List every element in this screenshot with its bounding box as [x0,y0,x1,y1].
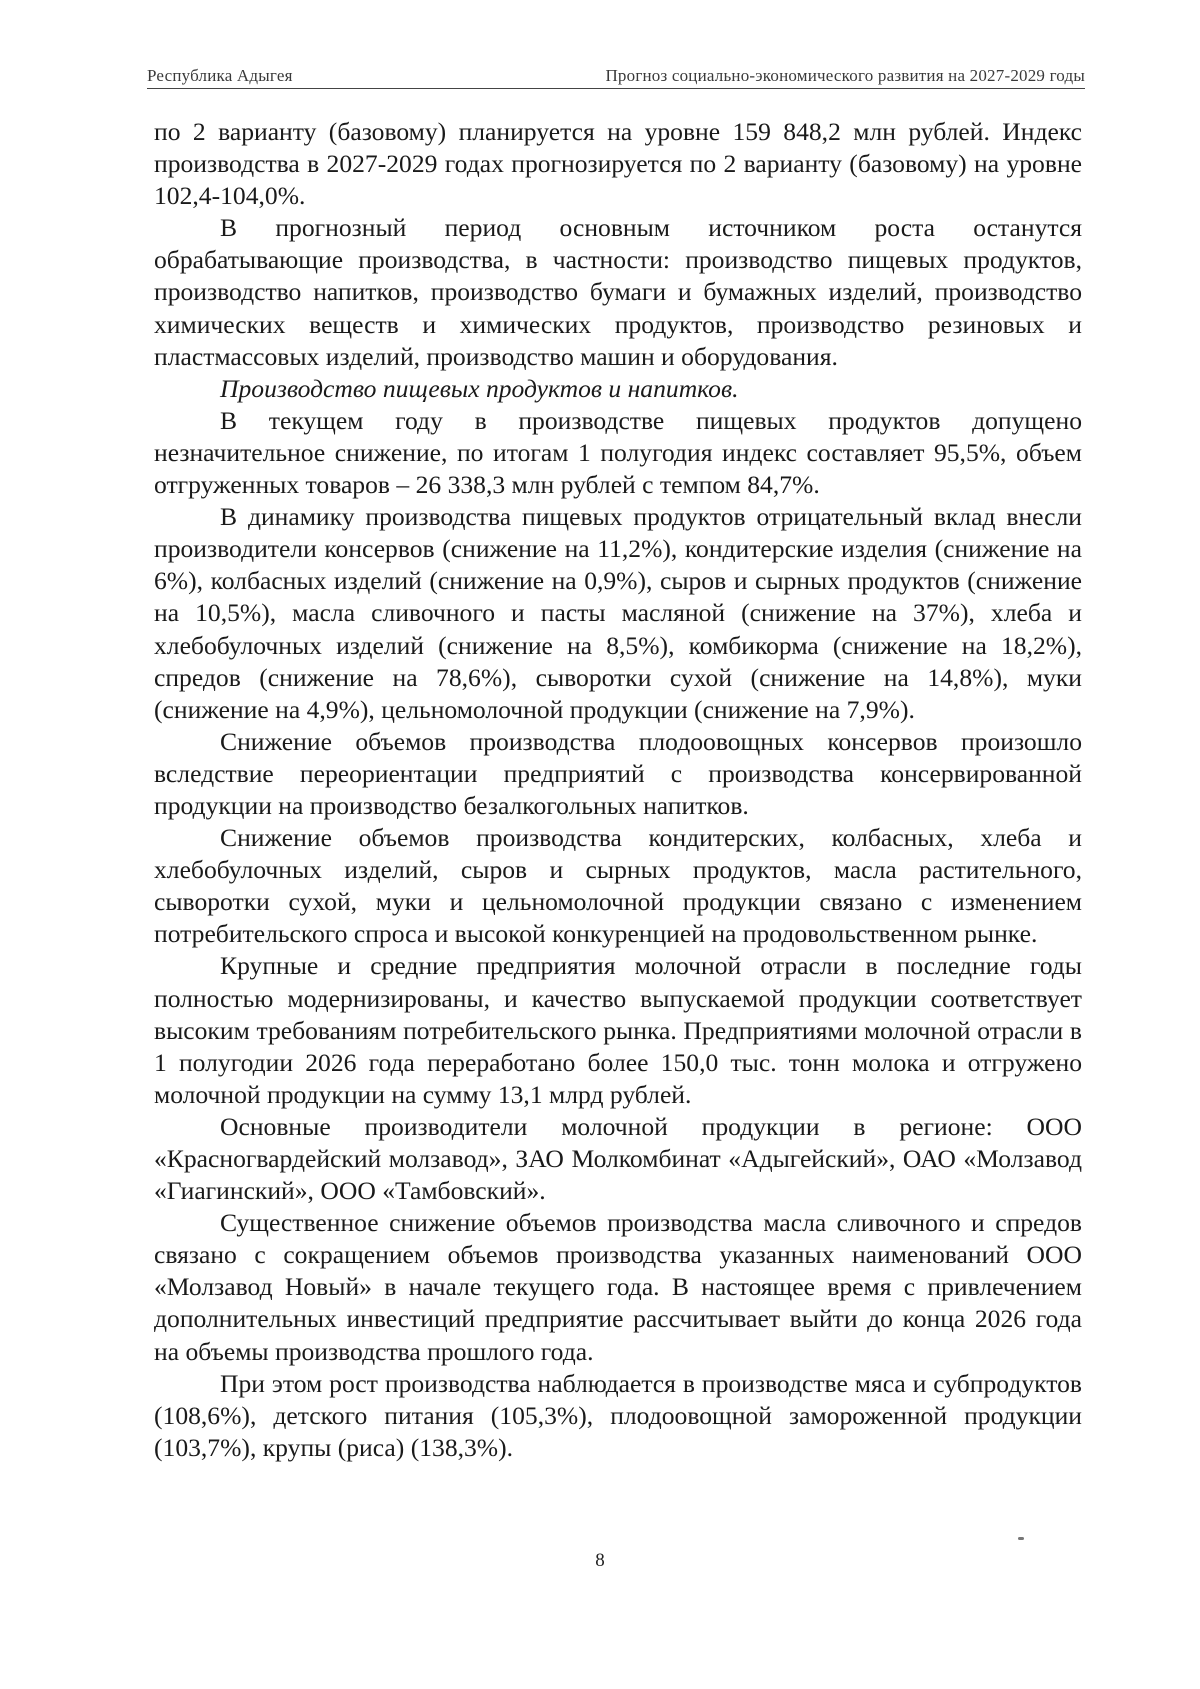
paragraph-canned-vegetables: Снижение объемов производства плодоовощных консервов произошло вследствие переориентации предприятий с производства консервированной продукции на производство безалкогольных напитков. [154,726,1082,820]
paragraph-dairy-producers: Основные производители молочной продукции в регионе: ООО «Красногвардейский молзавод», ЗАО Молкомбинат «Адыгейский», ОАО «Молзавод «Гиагинский», ООО «Тамбовский». [154,1111,1082,1206]
paragraph-butter-decline: Существенное снижение объемов производства масла сливочного и спредов связано с сокращением объемов производства указанных наименований ООО «Молзавод Новый» в начале текущего года. В настоящее время с привлечением дополнительных инвестиций предприятие рассчитывает выйти до конца 2026 года на объемы производства прошлого года. [154,1208,1082,1366]
page-number: 8 [595,1550,605,1571]
header-region: Республика Адыгея [147,66,293,85]
scan-speck [1018,1537,1024,1540]
body-text [154,116,1082,1464]
paragraph-production-forecast: по 2 варианту (базовому) планируется на уровне 159 848,2 млн рублей. Индекс производства в 2027-2029 годах прогнозируется по 2 варианту (базовому) на уровне 102,4-104,0%. [154,117,1082,211]
paragraph-current-year: В текущем году в производстве пищевых продуктов допущено незначительное снижение, по итогам 1 полугодия индекс составляет 95,5%, объем отгруженных товаров – 26 338,3 млн рублей с темпом 84,7%. [154,405,1082,500]
paragraph-negative-contribution: В динамику производства пищевых продуктов отрицательный вклад внесли производители консервов (снижение на 11,2%), кондитерские изделия (снижение на 6%), колбасных изделий (снижение на 0,9%), сыров и сырных продуктов (снижение на 10,5%), масла сливочного и пасты масляной (снижение на 37%), хлеба и хлебобулочных изделий (снижение на 8,5%), комбикорма (снижение на 18,2%), спредов (снижение на 78,6%), сыворотки сухой (снижение на 14,8%), муки (снижение на 4,9%), цельномолочной продукции (снижение на 7,9%). [154,502,1082,724]
header-document-title: Прогноз социально-экономического развития на 2027-2029 годы [605,66,1085,85]
running-header [147,62,1085,89]
paragraph-growth-areas: При этом рост производства наблюдается в производстве мяса и субпродуктов (108,6%), детского питания (105,3%), плодоовощной замороженной продукции (103,7%), крупы (риса) (138,3%). [154,1368,1082,1462]
paragraph-dairy-enterprises: Крупные и средние предприятия молочной отрасли в последние годы полностью модернизированы, и качество выпускаемой продукции соответствует высоким требованиям потребительского рынка. Предприятиями молочной отрасли в 1 полугодии 2026 года переработано более 150,0 тыс. тонн молока и отгружено молочной продукции на сумму 13,1 млрд рублей. [154,951,1082,1109]
section-heading-food-beverages: Производство пищевых продуктов и напитков. [220,373,739,403]
paragraph-demand-change: Снижение объемов производства кондитерских, колбасных, хлеба и хлебобулочных изделий, сыров и сырных продуктов, масла растительного, сыворотки сухой, муки и цельномолочной продукции связано с изменением потребительского спроса и высокой конкуренцией на продовольственном рынке. [154,823,1082,949]
paragraph-growth-sources: В прогнозный период основным источником роста останутся обрабатывающие производства, в частности: производство пищевых продуктов, производство напитков, производство бумаги и бумажных изделий, производство химических веществ и химических продуктов, производство резиновых и пластмассовых изделий, производство машин и оборудования. [154,213,1082,371]
